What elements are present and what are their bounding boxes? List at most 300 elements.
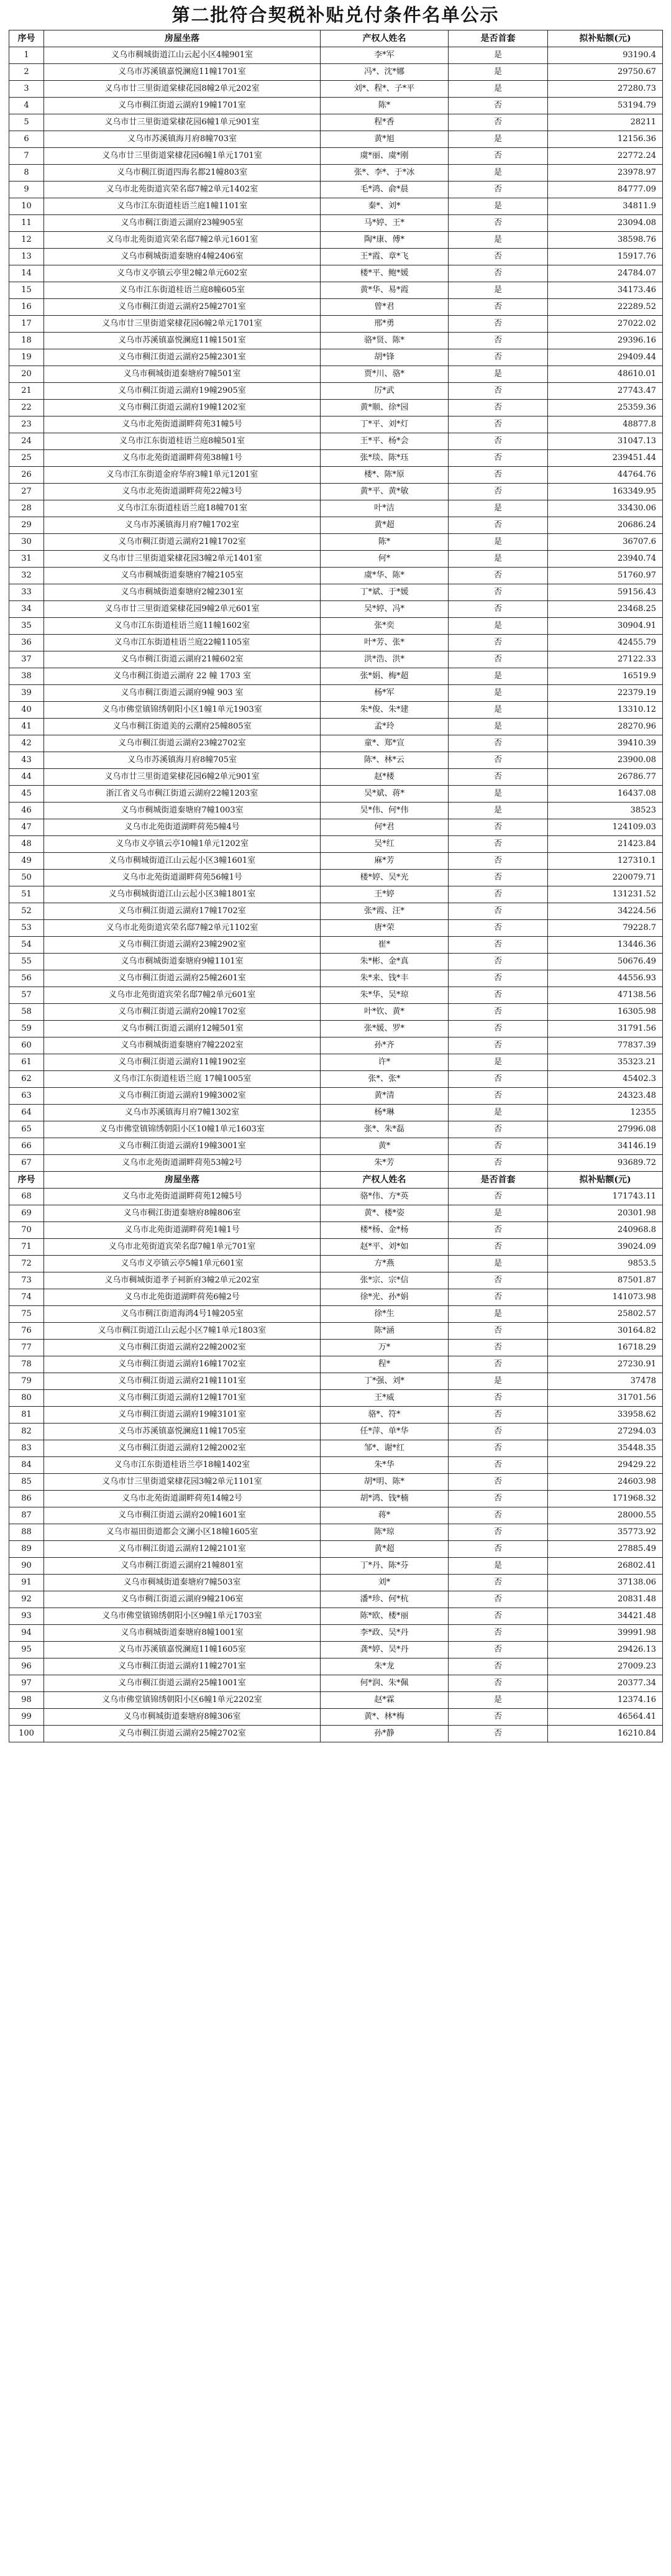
- subsidy-amount-cell: 12355: [548, 1105, 663, 1121]
- owner-name-cell: 黄*旭: [321, 131, 449, 148]
- first-home-flag-cell: 是: [449, 1373, 548, 1390]
- row-number-cell: 67: [9, 1155, 44, 1172]
- row-number-cell: 66: [9, 1138, 44, 1155]
- first-home-flag-cell: 否: [449, 819, 548, 836]
- table-row: [9, 1222, 663, 1239]
- table-row: [9, 500, 663, 517]
- table-row: [9, 1675, 663, 1692]
- row-number-cell: 64: [9, 1105, 44, 1121]
- row-number-cell: 83: [9, 1440, 44, 1457]
- table-row: [9, 433, 663, 450]
- first-home-flag-cell: 是: [449, 131, 548, 148]
- first-home-flag-cell: 否: [449, 1222, 548, 1239]
- row-number-cell: 57: [9, 987, 44, 1004]
- first-home-flag-cell: 否: [449, 1239, 548, 1256]
- first-home-flag-cell: 否: [449, 903, 548, 920]
- row-number-cell: 97: [9, 1675, 44, 1692]
- owner-name-cell: 杨*军: [321, 685, 449, 702]
- subsidy-amount-cell: 12156.36: [548, 131, 663, 148]
- header-first-home-flag: 是否首套: [449, 1172, 548, 1189]
- first-home-flag-cell: 是: [449, 685, 548, 702]
- subsidy-amount-cell: 220079.71: [548, 870, 663, 886]
- first-home-flag-cell: 是: [449, 1256, 548, 1272]
- row-number-cell: 86: [9, 1491, 44, 1507]
- first-home-flag-cell: 是: [449, 668, 548, 685]
- table-row: [9, 1105, 663, 1121]
- property-address-cell: 义乌市北苑街道湖畔荷苑14幢2号: [44, 1491, 321, 1507]
- owner-name-cell: 陈*: [321, 98, 449, 114]
- row-number-cell: 78: [9, 1356, 44, 1373]
- table-row: [9, 131, 663, 148]
- table-row: [9, 1205, 663, 1222]
- owner-name-cell: 张*、李*、于*冰: [321, 165, 449, 182]
- property-address-cell: 义乌市苏溪镇嘉悦澜庭11幢1605室: [44, 1642, 321, 1658]
- table-row: [9, 853, 663, 870]
- owner-name-cell: 张*霞、汪*: [321, 903, 449, 920]
- row-number-cell: 93: [9, 1608, 44, 1625]
- row-number-cell: 61: [9, 1054, 44, 1071]
- owner-name-cell: 胡*鸿、钱*楠: [321, 1491, 449, 1507]
- property-address-cell: 义乌市廿三里街道棠棣花园3幢2单元1101室: [44, 1474, 321, 1491]
- row-number-cell: 5: [9, 114, 44, 131]
- owner-name-cell: 叶*芳、张*: [321, 635, 449, 651]
- owner-name-cell: 黄*: [321, 1138, 449, 1155]
- owner-name-cell: 张*宗、宗*信: [321, 1272, 449, 1289]
- subsidy-amount-cell: 27743.47: [548, 383, 663, 400]
- first-home-flag-cell: 否: [449, 1625, 548, 1642]
- row-number-cell: 98: [9, 1692, 44, 1709]
- property-address-cell: 义乌市苏溪镇海月府7幢1302室: [44, 1105, 321, 1121]
- subsidy-amount-cell: 16437.08: [548, 786, 663, 803]
- header-owner-name: 产权人姓名: [321, 30, 449, 47]
- first-home-flag-cell: 否: [449, 1340, 548, 1356]
- subsidy-amount-cell: 29429.22: [548, 1457, 663, 1474]
- property-address-cell: 义乌市北苑街道宾荣名邸7幢2单元601室: [44, 987, 321, 1004]
- first-home-flag-cell: 否: [449, 635, 548, 651]
- first-home-flag-cell: 否: [449, 1037, 548, 1054]
- subsidy-amount-cell: 127310.1: [548, 853, 663, 870]
- header-property-address: 房屋坐落: [44, 1172, 321, 1189]
- first-home-flag-cell: 否: [449, 333, 548, 349]
- table-row: [9, 282, 663, 299]
- first-home-flag-cell: 是: [449, 551, 548, 568]
- first-home-flag-cell: 是: [449, 618, 548, 635]
- subsidy-amount-cell: 29426.13: [548, 1642, 663, 1658]
- table-row: [9, 1642, 663, 1658]
- property-address-cell: 义乌市稠江街道云湖府22幢2002室: [44, 1340, 321, 1356]
- owner-name-cell: 何*君: [321, 819, 449, 836]
- row-number-cell: 63: [9, 1088, 44, 1105]
- row-number-cell: 70: [9, 1222, 44, 1239]
- row-number-cell: 30: [9, 534, 44, 551]
- owner-name-cell: 黄*、楼*姿: [321, 1205, 449, 1222]
- row-number-cell: 29: [9, 517, 44, 534]
- row-number-cell: 87: [9, 1507, 44, 1524]
- table-row: [9, 349, 663, 366]
- property-address-cell: 义乌市稠江街道云湖府23幢2902室: [44, 937, 321, 954]
- property-address-cell: 义乌市佛堂镇锦绣朝阳小区10幢1单元1603室: [44, 1121, 321, 1138]
- owner-name-cell: 赵*楼: [321, 769, 449, 786]
- first-home-flag-cell: 是: [449, 803, 548, 819]
- owner-name-cell: 朱*芳: [321, 1155, 449, 1172]
- table-row: [9, 752, 663, 769]
- first-home-flag-cell: 否: [449, 450, 548, 467]
- property-address-cell: 义乌市稠江街道云湖府17幢1702室: [44, 903, 321, 920]
- first-home-flag-cell: 否: [449, 1121, 548, 1138]
- owner-name-cell: 李*军: [321, 47, 449, 64]
- first-home-flag-cell: 否: [449, 98, 548, 114]
- table-row: [9, 366, 663, 383]
- row-number-cell: 85: [9, 1474, 44, 1491]
- owner-name-cell: 王*霞、章*飞: [321, 249, 449, 265]
- table-row: [9, 215, 663, 232]
- subsidy-amount-cell: 29409.44: [548, 349, 663, 366]
- property-address-cell: 义乌市稠江街道秦塘府8幢806室: [44, 1205, 321, 1222]
- table-row: [9, 937, 663, 954]
- property-address-cell: 义乌市江东街道桂语兰庭 17幢1005室: [44, 1071, 321, 1088]
- table-header-row: [9, 1172, 663, 1189]
- first-home-flag-cell: 否: [449, 215, 548, 232]
- row-number-cell: 12: [9, 232, 44, 249]
- first-home-flag-cell: 否: [449, 1709, 548, 1726]
- first-home-flag-cell: 是: [449, 366, 548, 383]
- property-address-cell: 义乌市稠江街道云湖府25幢2601室: [44, 970, 321, 987]
- first-home-flag-cell: 是: [449, 64, 548, 81]
- first-home-flag-cell: 否: [449, 299, 548, 316]
- owner-name-cell: 胡*锋: [321, 349, 449, 366]
- property-address-cell: 义乌市稠江街道美的云潮府25幢805室: [44, 719, 321, 735]
- owner-name-cell: 虞*丽、虞*刚: [321, 148, 449, 165]
- owner-name-cell: 丁*平、刘*灯: [321, 416, 449, 433]
- property-address-cell: 义乌市佛堂镇锦绣朝阳小区6幢1单元2202室: [44, 1692, 321, 1709]
- property-address-cell: 义乌市廿三里街道棠棣花园6幢2单元901室: [44, 769, 321, 786]
- owner-name-cell: 陈*欧、楼*丽: [321, 1608, 449, 1625]
- first-home-flag-cell: 否: [449, 1138, 548, 1155]
- row-number-cell: 68: [9, 1189, 44, 1205]
- table-row: [9, 1491, 663, 1507]
- first-home-flag-cell: 否: [449, 316, 548, 333]
- subsidy-amount-cell: 24323.48: [548, 1088, 663, 1105]
- owner-name-cell: 朱*俊、朱*建: [321, 702, 449, 719]
- owner-name-cell: 张*奕: [321, 618, 449, 635]
- row-number-cell: 54: [9, 937, 44, 954]
- property-address-cell: 义乌市稠江街道云湖府12幢1701室: [44, 1390, 321, 1407]
- row-number-cell: 13: [9, 249, 44, 265]
- table-row: [9, 551, 663, 568]
- owner-name-cell: 龚*婷、吴*丹: [321, 1642, 449, 1658]
- table-row: [9, 1054, 663, 1071]
- first-home-flag-cell: 否: [449, 1642, 548, 1658]
- row-number-cell: 91: [9, 1575, 44, 1591]
- first-home-flag-cell: 否: [449, 1424, 548, 1440]
- property-address-cell: 义乌市稠江街道四海名都21幢803室: [44, 165, 321, 182]
- row-number-cell: 95: [9, 1642, 44, 1658]
- subsidy-amount-cell: 48610.01: [548, 366, 663, 383]
- first-home-flag-cell: 否: [449, 870, 548, 886]
- first-home-flag-cell: 否: [449, 1491, 548, 1507]
- owner-name-cell: 程*: [321, 1356, 449, 1373]
- subsidy-amount-cell: 22379.19: [548, 685, 663, 702]
- first-home-flag-cell: 否: [449, 416, 548, 433]
- table-row: [9, 1155, 663, 1172]
- row-number-cell: 14: [9, 265, 44, 282]
- first-home-flag-cell: 否: [449, 752, 548, 769]
- row-number-cell: 58: [9, 1004, 44, 1021]
- subsidy-amount-cell: 39410.39: [548, 735, 663, 752]
- subsidy-amount-cell: 15917.76: [548, 249, 663, 265]
- property-address-cell: 义乌市苏溪镇嘉悦澜庭11幢1705室: [44, 1424, 321, 1440]
- subsidy-amount-cell: 171743.11: [548, 1189, 663, 1205]
- table-row: [9, 1239, 663, 1256]
- property-address-cell: 义乌市苏溪镇嘉悦澜庭11幢1501室: [44, 333, 321, 349]
- property-address-cell: 义乌市义亭镇云亭里2幢2单元602室: [44, 265, 321, 282]
- owner-name-cell: 徐*光、孙*娟: [321, 1289, 449, 1306]
- row-number-cell: 99: [9, 1709, 44, 1726]
- subsidy-amount-cell: 23094.08: [548, 215, 663, 232]
- subsidy-amount-cell: 21423.84: [548, 836, 663, 853]
- first-home-flag-cell: 否: [449, 769, 548, 786]
- owner-name-cell: 许*: [321, 1054, 449, 1071]
- property-address-cell: 义乌市义亭镇云亭5幢1单元601室: [44, 1256, 321, 1272]
- table-row: [9, 719, 663, 735]
- property-address-cell: 义乌市稠江街道云湖府21幢1702室: [44, 534, 321, 551]
- row-number-cell: 26: [9, 467, 44, 484]
- property-address-cell: 义乌市北苑街道湖畔荷苑6幢2号: [44, 1289, 321, 1306]
- row-number-cell: 56: [9, 970, 44, 987]
- owner-name-cell: 王*威: [321, 1390, 449, 1407]
- table-row: [9, 333, 663, 349]
- subsidy-amount-cell: 27996.08: [548, 1121, 663, 1138]
- table-row: [9, 1021, 663, 1037]
- first-home-flag-cell: 是: [449, 232, 548, 249]
- owner-name-cell: 朱*彬、金*真: [321, 954, 449, 970]
- property-address-cell: 义乌市稠城街道秦塘府7幢2105室: [44, 568, 321, 584]
- table-row: [9, 416, 663, 433]
- table-row: [9, 819, 663, 836]
- table-row: [9, 836, 663, 853]
- table-row: [9, 786, 663, 803]
- first-home-flag-cell: 否: [449, 249, 548, 265]
- subsidy-amount-cell: 20831.48: [548, 1591, 663, 1608]
- owner-name-cell: 孙*齐: [321, 1037, 449, 1054]
- property-address-cell: 义乌市北苑街道宾荣名邸7幢2单元1102室: [44, 920, 321, 937]
- owner-name-cell: 朱*来、钱*丰: [321, 970, 449, 987]
- table-row: [9, 1356, 663, 1373]
- row-number-cell: 88: [9, 1524, 44, 1541]
- first-home-flag-cell: 否: [449, 1591, 548, 1608]
- subsidy-amount-cell: 77837.39: [548, 1037, 663, 1054]
- row-number-cell: 39: [9, 685, 44, 702]
- subsidy-amount-cell: 93689.72: [548, 1155, 663, 1172]
- owner-name-cell: 曾*君: [321, 299, 449, 316]
- first-home-flag-cell: 是: [449, 702, 548, 719]
- row-number-cell: 51: [9, 886, 44, 903]
- owner-name-cell: 叶*钦、黄*: [321, 1004, 449, 1021]
- owner-name-cell: 黄*顺、徐*园: [321, 400, 449, 416]
- row-number-cell: 45: [9, 786, 44, 803]
- first-home-flag-cell: 否: [449, 484, 548, 500]
- subsidy-amount-cell: 50676.49: [548, 954, 663, 970]
- table-row: [9, 383, 663, 400]
- table-row: [9, 450, 663, 467]
- row-number-cell: 73: [9, 1272, 44, 1289]
- row-number-cell: 27: [9, 484, 44, 500]
- subsidy-amount-cell: 24603.98: [548, 1474, 663, 1491]
- first-home-flag-cell: 否: [449, 651, 548, 668]
- table-row: [9, 1457, 663, 1474]
- owner-name-cell: 吴*斌、蒋*: [321, 786, 449, 803]
- property-address-cell: 义乌市稠江街道云湖府21幢602室: [44, 651, 321, 668]
- first-home-flag-cell: 否: [449, 1541, 548, 1558]
- property-address-cell: 义乌市佛堂镇锦绣朝阳小区9幢1单元1703室: [44, 1608, 321, 1625]
- table-row: [9, 299, 663, 316]
- table-row: [9, 1004, 663, 1021]
- table-row: [9, 886, 663, 903]
- first-home-flag-cell: 否: [449, 1440, 548, 1457]
- table-row: [9, 182, 663, 198]
- row-number-cell: 7: [9, 148, 44, 165]
- row-number-cell: 16: [9, 299, 44, 316]
- first-home-flag-cell: 是: [449, 47, 548, 64]
- property-address-cell: 义乌市稠江街道云湖府19幢3001室: [44, 1138, 321, 1155]
- subsidy-amount-cell: 46564.41: [548, 1709, 663, 1726]
- subsidy-amount-cell: 30904.91: [548, 618, 663, 635]
- owner-name-cell: 刘*、程*、子*平: [321, 81, 449, 98]
- owner-name-cell: 何*: [321, 551, 449, 568]
- property-address-cell: 义乌市北苑街道湖畔荷苑56幢1号: [44, 870, 321, 886]
- row-number-cell: 15: [9, 282, 44, 299]
- subsidy-amount-cell: 9853.5: [548, 1256, 663, 1272]
- property-address-cell: 义乌市廿三里街道棠棣花园9幢2单元601室: [44, 601, 321, 618]
- property-address-cell: 义乌市稠城街道孝子祠新府3幢2单元202室: [44, 1272, 321, 1289]
- table-row: [9, 114, 663, 131]
- row-number-cell: 21: [9, 383, 44, 400]
- first-home-flag-cell: 否: [449, 1457, 548, 1474]
- subsidy-amount-cell: 27280.73: [548, 81, 663, 98]
- owner-name-cell: 陶*康、傅*: [321, 232, 449, 249]
- property-address-cell: 义乌市稠江街道云湖府11幢1902室: [44, 1054, 321, 1071]
- table-row: [9, 198, 663, 215]
- property-address-cell: 义乌市稠城街道秦塘府7幢503室: [44, 1575, 321, 1591]
- property-address-cell: 义乌市稠江街道海鸿4号1幢205室: [44, 1306, 321, 1323]
- row-number-cell: 94: [9, 1625, 44, 1642]
- table-row: [9, 81, 663, 98]
- property-address-cell: 义乌市北苑街道湖畔荷苑53幢2号: [44, 1155, 321, 1172]
- property-address-cell: 义乌市廿三里街道棠棣花园6幢2单元1701室: [44, 316, 321, 333]
- table-row: [9, 467, 663, 484]
- table-row: [9, 920, 663, 937]
- row-number-cell: 81: [9, 1407, 44, 1424]
- row-number-cell: 53: [9, 920, 44, 937]
- first-home-flag-cell: 是: [449, 1054, 548, 1071]
- subsidy-amount-cell: 171968.32: [548, 1491, 663, 1507]
- subsidy-amount-cell: 16519.9: [548, 668, 663, 685]
- table-row: [9, 1709, 663, 1726]
- owner-name-cell: 张*、张*: [321, 1071, 449, 1088]
- property-address-cell: 义乌市稠江街道云湖府16幢1702室: [44, 1356, 321, 1373]
- subsidy-amount-cell: 45402.3: [548, 1071, 663, 1088]
- owner-name-cell: 黄*华、易*霞: [321, 282, 449, 299]
- property-address-cell: 义乌市北苑街道湖畔荷苑22幢3号: [44, 484, 321, 500]
- subsidy-amount-cell: 34811.9: [548, 198, 663, 215]
- first-home-flag-cell: 是: [449, 719, 548, 735]
- property-address-cell: 义乌市稠城街道秦塘府7幢501室: [44, 366, 321, 383]
- table-row: [9, 987, 663, 1004]
- subsidy-amount-cell: 47138.56: [548, 987, 663, 1004]
- table-row: [9, 400, 663, 416]
- property-address-cell: 义乌市江东街道桂语兰庭1幢1101室: [44, 198, 321, 215]
- property-address-cell: 义乌市北苑街道湖畔荷苑12幢5号: [44, 1189, 321, 1205]
- row-number-cell: 76: [9, 1323, 44, 1340]
- subsidy-amount-cell: 84777.09: [548, 182, 663, 198]
- document-title: 第二批符合契税补贴兑付条件名单公示: [171, 4, 500, 25]
- owner-name-cell: 楼*杨、金*杨: [321, 1222, 449, 1239]
- owner-name-cell: 吴*婷、冯*: [321, 601, 449, 618]
- property-address-cell: 义乌市廿三里街道棠棣花园6幢1单元901室: [44, 114, 321, 131]
- owner-name-cell: 陈*: [321, 534, 449, 551]
- property-address-cell: 义乌市稠江街道云湖府12幢2002室: [44, 1440, 321, 1457]
- row-number-cell: 4: [9, 98, 44, 114]
- row-number-cell: 9: [9, 182, 44, 198]
- first-home-flag-cell: 否: [449, 735, 548, 752]
- first-home-flag-cell: 否: [449, 1507, 548, 1524]
- property-address-cell: 义乌市稠江街道云湖府9幢2106室: [44, 1591, 321, 1608]
- table-row: [9, 735, 663, 752]
- table-row: [9, 98, 663, 114]
- table-row: [9, 970, 663, 987]
- subsidy-amount-cell: 51760.97: [548, 568, 663, 584]
- owner-name-cell: 潘*珍、何*杭: [321, 1591, 449, 1608]
- first-home-flag-cell: 否: [449, 836, 548, 853]
- table-row: [9, 1726, 663, 1742]
- property-address-cell: 义乌市江东街道桂语兰庭11幢1602室: [44, 618, 321, 635]
- owner-name-cell: 方*燕: [321, 1256, 449, 1272]
- row-number-cell: 90: [9, 1558, 44, 1575]
- row-number-cell: 24: [9, 433, 44, 450]
- property-address-cell: 义乌市江东街道桂语兰庭8幢501室: [44, 433, 321, 450]
- subsidy-amount-cell: 25359.36: [548, 400, 663, 416]
- table-row: [9, 165, 663, 182]
- subsidy-amount-cell: 34146.19: [548, 1138, 663, 1155]
- row-number-cell: 3: [9, 81, 44, 98]
- row-number-cell: 41: [9, 719, 44, 735]
- first-home-flag-cell: 否: [449, 517, 548, 534]
- property-address-cell: 义乌市稠江街道云湖府21幢801室: [44, 1558, 321, 1575]
- row-number-cell: 18: [9, 333, 44, 349]
- first-home-flag-cell: 否: [449, 987, 548, 1004]
- owner-name-cell: 崔*: [321, 937, 449, 954]
- property-address-cell: 义乌市苏溪镇海月府8幢703室: [44, 131, 321, 148]
- table-row: [9, 635, 663, 651]
- subsidy-amount-cell: 35773.92: [548, 1524, 663, 1541]
- table-row: [9, 1121, 663, 1138]
- subsidy-amount-cell: 20377.34: [548, 1675, 663, 1692]
- row-number-cell: 40: [9, 702, 44, 719]
- first-home-flag-cell: 否: [449, 584, 548, 601]
- row-number-cell: 22: [9, 400, 44, 416]
- subsidy-amount-cell: 53194.79: [548, 98, 663, 114]
- row-number-cell: 23: [9, 416, 44, 433]
- header-subsidy-amount: 拟补贴额(元): [548, 1172, 663, 1189]
- table-row: [9, 1189, 663, 1205]
- subsidy-amount-cell: 29396.16: [548, 333, 663, 349]
- owner-name-cell: 陈*涵: [321, 1323, 449, 1340]
- owner-name-cell: 孟*玲: [321, 719, 449, 735]
- first-home-flag-cell: 否: [449, 349, 548, 366]
- table-row: [9, 64, 663, 81]
- subsidy-amount-cell: 31701.56: [548, 1390, 663, 1407]
- owner-name-cell: 楼*、陈*原: [321, 467, 449, 484]
